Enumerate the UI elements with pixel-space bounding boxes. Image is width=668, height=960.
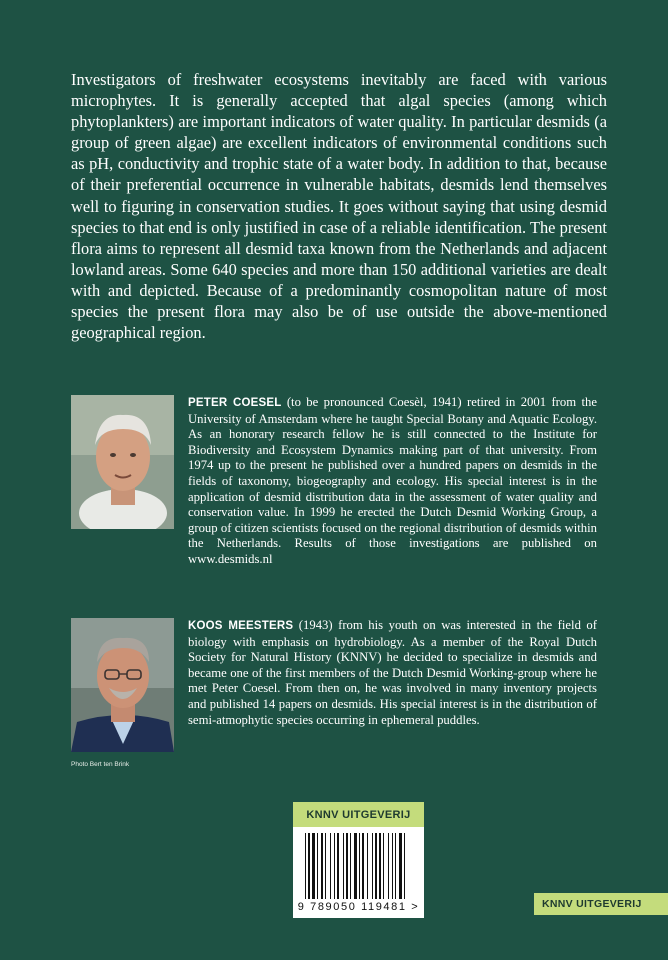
author-photo [71, 618, 174, 752]
portrait-icon [71, 618, 174, 752]
author-name: KOOS MEESTERS [188, 620, 294, 632]
portrait-icon [71, 395, 174, 529]
intro-paragraph: Investigators of freshwater ecosystems inevitably are faced with various microphytes. It is generally accepted that algal species (among which phytoplankters) are important indicators of water quality. In particular desmids (a group of green algae) are excellent indicators of environmental conditions such as pH, conductivity and trophic state of a water body. In addition to that, because of their preferential occurrence in vulnerable habitats, desmids lend themselves well to figuring in conservation studies. It goes without saying that using desmid species to that end is only justified in case of a reliable identification. The present flora aims to represent all desmid taxa known from the Netherlands and adjacent lowland areas. Some 640 species and more than 150 additional varieties are dealt with and depicted. Because of a predominantly cosmopolitan nature of most species the present flora may also be of use outside the above-mentioned geographical region. [71, 70, 607, 343]
isbn-number: 9 789050 119481 > [297, 901, 420, 913]
publisher-label: KNNV UITGEVERIJ [293, 802, 424, 827]
author-bio-text: (1943) from his youth on was interested in the field of biology with emphasis on hydrobiology. As a member of the Royal Dutch Society for Natural History (KNNV) he decided to specialize in desmids and became one of the first members of the Dutch Desmid Working-group where he met Peter Coesel. From then on, he was involved in many inventory projects and published 14 papers on desmids. His special interest is in the distribution of semi-atmophytic species occurring in ephemeral puddles. [188, 618, 597, 727]
author-name: PETER COESEL [188, 397, 282, 409]
isbn-barcode [293, 827, 424, 918]
author-bio-text: (to be pronounced Coesèl, 1941) retired in 2001 from the University of Amsterdam where he taught Special Botany and Aquatic Ecology. As an honorary research fellow he is still connected to the Institute for Biodiversity and Ecosystem Dynamics making part of that university. From 1974 up to the present he published over a hundred papers on desmids in the fields of taxonomy, biogeography and ecology. His special interest is in the application of desmid distribution data in the assessment of water quality and conservation value. In 1999 he erected the Dutch Desmid Working Group, a group of citizen scientists focused on the regional distribution of desmids within the Netherlands. Results of those investigations are published on www.desmids.nl [188, 395, 597, 566]
author-photo [71, 395, 174, 529]
photo-credit: Photo Bert ten Brink [71, 761, 130, 768]
barcode-icon [305, 833, 412, 901]
publisher-logo: KNNV UITGEVERIJ [534, 893, 668, 915]
